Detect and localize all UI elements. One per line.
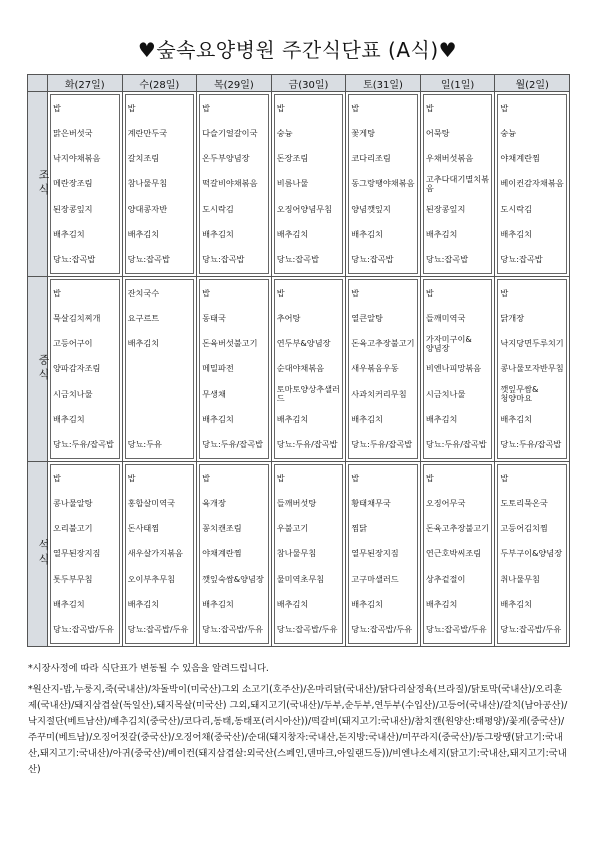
menu-item: 우불고기 <box>276 523 309 534</box>
menu-cell <box>271 462 346 647</box>
menu-cell-list <box>199 94 269 274</box>
menu-item: 당뇨:잡곡밥 <box>500 253 543 264</box>
menu-item: 밥 <box>500 103 509 114</box>
menu-cell-list <box>50 464 120 644</box>
menu-item: 메란장조림 <box>53 178 93 189</box>
menu-item: 밥 <box>53 288 61 299</box>
menu-cell <box>346 92 421 277</box>
menu-cell <box>495 92 570 277</box>
menu-item: 가자미구이&양념장 <box>425 333 472 353</box>
menu-item: 배추김치 <box>53 598 85 609</box>
menu-cell-list <box>50 279 120 459</box>
menu-item: 배추김치 <box>53 228 85 239</box>
menu-item: 당뇨:잡곡밥 <box>276 253 319 264</box>
menu-item: 밥 <box>425 288 434 299</box>
day-header: 수(28일) <box>122 75 197 92</box>
menu-item: 동그랑땡야채볶음 <box>351 178 415 189</box>
day-header: 화(27일) <box>48 75 123 92</box>
menu-item: 톳두부무침 <box>53 573 93 584</box>
day-header: 목(29일) <box>197 75 272 92</box>
menu-item: 돈육버섯불고기 <box>202 338 258 349</box>
meal-label: 중 식 <box>37 354 50 380</box>
menu-cell <box>420 277 495 462</box>
menu-item: 당뇨:잡곡밥 <box>351 253 394 264</box>
menu-item: 고등어구이 <box>53 338 93 349</box>
menu-cell <box>122 277 197 462</box>
menu-item <box>128 382 192 407</box>
menu-cell <box>122 462 197 647</box>
menu-item: 열무된장지짐 <box>53 548 101 559</box>
menu-item: 들깨미역국 <box>425 313 466 324</box>
menu-item: 당뇨:잡곡밥/두유 <box>276 623 338 634</box>
menu-item: 배추김치 <box>351 413 383 424</box>
meal-label: 조 식 <box>37 169 50 195</box>
menu-item: 당뇨:두유/잡곡밥 <box>202 438 264 449</box>
menu-item: 우채버섯볶음 <box>425 153 474 164</box>
menu-item: 된장콩잎지 <box>425 203 466 214</box>
menu-item: 무생채 <box>202 388 226 399</box>
menu-item: 깻잎숙쌈&양념장 <box>202 573 264 584</box>
menu-item: 새우살가지볶음 <box>127 548 183 559</box>
menu-cell-list <box>348 279 418 459</box>
menu-cell <box>48 462 123 647</box>
menu-item: 된장콩잎지 <box>53 203 93 214</box>
menu-item: 당뇨:두유/잡곡밥 <box>425 438 487 449</box>
menu-item: 오이부추무침 <box>127 573 176 584</box>
menu-item: 당뇨:잡곡밥/두유 <box>53 623 114 634</box>
menu-cell-list <box>423 279 493 459</box>
menu-item: 황태채무국 <box>351 498 391 509</box>
menu-item: 배추김치 <box>500 598 533 609</box>
menu-item: 밥 <box>202 288 211 299</box>
menu-cell-list <box>274 279 344 459</box>
menu-item: 떡갈비야채볶음 <box>202 178 258 189</box>
menu-item: 낙지야채볶음 <box>53 153 101 164</box>
menu-item: 추어탕 <box>276 313 301 324</box>
menu-item: 콩나물알탕 <box>53 498 93 509</box>
menu-cell-list <box>199 279 269 459</box>
menu-cell <box>346 277 421 462</box>
menu-item: 비엔나피망볶음 <box>425 363 482 374</box>
menu-item: 돈장조림 <box>276 153 309 164</box>
menu-cell <box>495 277 570 462</box>
menu-cell <box>197 277 272 462</box>
menu-item: 배추김치 <box>425 413 458 424</box>
menu-item: 당뇨:잡곡밥/두유 <box>500 623 562 634</box>
menu-item: 밥 <box>53 103 61 114</box>
menu-item: 당뇨:잡곡밥/두유 <box>127 623 189 634</box>
meal-label: 석 식 <box>37 539 50 565</box>
menu-item: 숭늉 <box>276 128 293 139</box>
menu-cell-list <box>497 279 567 459</box>
menu-item: 돈사태찜 <box>127 523 160 534</box>
menu-item: 도토리묵온국 <box>500 498 548 509</box>
menu-item: 밥 <box>276 288 285 299</box>
menu-item: 배추김치 <box>351 598 383 609</box>
menu-item: 밥 <box>276 473 285 484</box>
menu-item: 밥 <box>351 473 360 484</box>
day-header-row <box>28 75 570 92</box>
menu-item: 당뇨:잡곡밥/두유 <box>351 623 413 634</box>
page-title: ♥숲속요양병원 주간식단표 (A식)♥ <box>137 38 458 62</box>
menu-item: 배추김치 <box>127 338 160 349</box>
menu-item: 양대콩자반 <box>127 203 168 214</box>
menu-item: 메밀파전 <box>202 363 234 374</box>
menu-item: 고구마샐러드 <box>351 573 399 584</box>
menu-item: 당뇨:두유 <box>127 438 162 449</box>
menu-item: 당뇨:잡곡밥 <box>202 253 245 264</box>
menu-item: 배추김치 <box>500 413 533 424</box>
menu-item: 동태국 <box>202 313 226 324</box>
menu-item: 배추김치 <box>127 598 160 609</box>
menu-item: 양념깻잎지 <box>351 203 391 214</box>
menu-item: 꽁치캔조림 <box>202 523 242 534</box>
menu-item: 밥 <box>351 103 360 114</box>
menu-item: 상추겉절이 <box>425 573 466 584</box>
menu-item: 야채계란찜 <box>500 153 540 164</box>
menu-item: 밥 <box>500 288 509 299</box>
corner-cell <box>28 75 48 92</box>
menu-item: 찜닭 <box>351 523 368 534</box>
menu-cell <box>122 92 197 277</box>
menu-item: 어묵탕 <box>425 128 450 139</box>
menu-item: 베이컨감자채볶음 <box>500 178 564 189</box>
menu-item: 당뇨:두유/잡곡밥 <box>276 438 338 449</box>
menu-item: 배추김치 <box>351 228 383 239</box>
day-header: 금(30일) <box>271 75 346 92</box>
menu-cell-list <box>423 94 493 274</box>
menu-item: 연근호박씨조림 <box>425 548 482 559</box>
menu-item: 당뇨:잡곡밥 <box>425 253 469 264</box>
menu-item: 순대야채볶음 <box>276 363 325 374</box>
menu-item: 고추다대기멸치볶음 <box>425 173 490 193</box>
menu-cell-list <box>199 464 269 644</box>
menu-item: 당뇨:잡곡밥 <box>127 253 170 264</box>
menu-item: 당뇨:잡곡밥 <box>53 253 96 264</box>
menu-item: 온두부양념장 <box>202 153 250 164</box>
meal-row <box>28 277 570 462</box>
menu-item: 토마토양상추샐러드 <box>276 384 340 404</box>
menu-item: 계란만두국 <box>127 128 168 139</box>
menu-item: 당뇨:두유/잡곡밥 <box>351 438 413 449</box>
menu-item: 다슬기얼갈이국 <box>202 128 258 139</box>
menu-item: 비름나물 <box>276 178 309 189</box>
meal-row <box>28 92 570 277</box>
menu-cell-list <box>125 94 195 274</box>
menu-item: 맑은버섯국 <box>53 128 93 139</box>
menu-item: 고등어김치찜 <box>500 523 548 534</box>
menu-item: 콩나물모자반무침 <box>500 363 564 374</box>
menu-item: 밥 <box>425 473 434 484</box>
menu-item: 숭늉 <box>500 128 517 139</box>
menu-cell-list <box>423 464 493 644</box>
menu-item: 사과치커리무침 <box>351 388 407 399</box>
menu-cell-list <box>497 94 567 274</box>
menu-item: 참나물무침 <box>127 178 168 189</box>
menu-item: 배추김치 <box>202 413 234 424</box>
menu-item <box>128 407 192 432</box>
menu-item: 묵살김치찌개 <box>53 313 101 324</box>
change-notice: *시장사정에 따라 식단표가 변동될 수 있음을 알려드립니다. <box>28 663 269 674</box>
meal-row <box>28 462 570 647</box>
menu-cell <box>346 462 421 647</box>
menu-item: 코다리조림 <box>351 153 391 164</box>
menu-item: 열무된장지짐 <box>351 548 399 559</box>
menu-item: 배추김치 <box>500 228 533 239</box>
menu-item: 요구르트 <box>127 313 160 324</box>
menu-item: 꽃게탕 <box>351 128 375 139</box>
menu-cell <box>420 92 495 277</box>
menu-item: 당뇨:두유/잡곡밥 <box>500 438 562 449</box>
menu-item: 연두부&양념장 <box>276 338 331 349</box>
menu-cell-list <box>50 94 120 274</box>
menu-item: 밥 <box>276 103 285 114</box>
menu-cell <box>197 462 272 647</box>
menu-item: 시금치나물 <box>425 388 466 399</box>
menu-item: 배추김치 <box>202 228 234 239</box>
menu-item: 밥 <box>425 103 434 114</box>
menu-cell-list <box>348 94 418 274</box>
day-header: 일(1일) <box>420 75 495 92</box>
meal-label-cell <box>28 462 48 647</box>
menu-item: 당뇨:잡곡밥/두유 <box>425 623 487 634</box>
menu-item: 밥 <box>127 473 136 484</box>
menu-cell <box>495 462 570 647</box>
menu-item: 갈치조림 <box>127 153 160 164</box>
menu-item: 당뇨:두유/잡곡밥 <box>53 438 114 449</box>
menu-item: 돈육고추장불고기 <box>425 523 490 534</box>
menu-item: 배추김치 <box>425 228 458 239</box>
menu-item: 양파감자조림 <box>53 363 101 374</box>
menu-item: 당뇨:잡곡밥/두유 <box>202 623 264 634</box>
menu-item: 배추김치 <box>53 413 85 424</box>
menu-item: 밥 <box>202 103 211 114</box>
menu-item: 배추김치 <box>276 228 309 239</box>
menu-cell <box>271 92 346 277</box>
menu-item: 새우볶음우동 <box>351 363 399 374</box>
menu-item: 홍합살미역국 <box>127 498 176 509</box>
menu-cell-list <box>348 464 418 644</box>
menu-item: 물미역초무침 <box>276 573 325 584</box>
menu-cell-list <box>274 94 344 274</box>
menu-item: 들깨버섯탕 <box>276 498 317 509</box>
menu-item: 밥 <box>127 103 136 114</box>
menu-cell-list <box>125 279 195 459</box>
menu-item: 두부구이&양념장 <box>500 548 563 559</box>
menu-item: 배추김치 <box>276 598 309 609</box>
menu-item: 밥 <box>500 473 509 484</box>
menu-item: 참나물무침 <box>276 548 317 559</box>
menu-item <box>128 356 192 381</box>
menu-cell <box>271 277 346 462</box>
menu-item: 배추김치 <box>276 413 309 424</box>
menu-item: 취나물무침 <box>500 573 540 584</box>
menu-item: 낙지당면두루치기 <box>500 338 564 349</box>
day-header: 토(31일) <box>346 75 421 92</box>
menu-cell-list <box>274 464 344 644</box>
menu-item: 육개장 <box>202 498 226 509</box>
menu-cell <box>197 92 272 277</box>
menu-item: 오리불고기 <box>53 523 93 534</box>
menu-item: 오징어양념무침 <box>276 203 333 214</box>
menu-cell <box>48 92 123 277</box>
menu-cell-list <box>125 464 195 644</box>
meal-label-cell <box>28 277 48 462</box>
weekly-menu-table <box>27 74 570 647</box>
menu-item: 야채계란찜 <box>202 548 242 559</box>
day-header: 월(2일) <box>495 75 570 92</box>
menu-item: 시금치나물 <box>53 388 93 399</box>
menu-item: 밥 <box>202 473 211 484</box>
origin-info: *원산지-밥,누룽지,죽(국내산)/차돌박이(미국산)그외 소고기(호주산)/온마리닭(국내산)/닭다리살정육(브라질)/닭토막(국내산)/오리훈제(국내산)/돼지삼겹살(독일산),돼지목살(미국산) 그외,돼지고기(국내산)/두부,순두부,연두부(수입산)/고등어(국내산)/갈치(남아공산)/낙지절단(베트남산)/배추김치(중국산)/코다리,동태,동태포(러시아산))/떡갈비(돼지고기:국내산)/참치캔(원양산:태평양)/꽃게(중국산)/주꾸미(베트남)/오징어젓갈(중국산)/오징어채(중국산)/순대(돼지창자:국내산,돈지방:국내산)/미꾸라지(중국산)/동그랑땡(닭고기:국내산,돼지고기:국내산)/아귀(중국산)/베이컨(돼지삼겹살:외국산(스페인,덴마크,아일랜드등))/비엔나소세지(닭고기:국내산,돼지고기:국내산) <box>28 684 568 775</box>
menu-item: 밥 <box>351 288 360 299</box>
menu-item: 도시락김 <box>202 203 234 214</box>
menu-item: 돈육고추장불고기 <box>351 338 415 349</box>
meal-label-cell <box>28 92 48 277</box>
menu-cell <box>420 462 495 647</box>
menu-item: 깻잎무쌈&청양마요 <box>500 384 539 404</box>
menu-item: 오징어무국 <box>425 498 466 509</box>
menu-item: 배추김치 <box>425 598 458 609</box>
menu-item: 밥 <box>53 473 61 484</box>
menu-item: 닭개장 <box>500 313 525 324</box>
menu-item: 열큰알탕 <box>351 313 383 324</box>
menu-item: 도시락김 <box>500 203 533 214</box>
menu-item: 배추김치 <box>127 228 160 239</box>
menu-cell <box>48 277 123 462</box>
menu-item: 잔치국수 <box>127 288 160 299</box>
menu-item: 배추김치 <box>202 598 234 609</box>
menu-cell-list <box>497 464 567 644</box>
